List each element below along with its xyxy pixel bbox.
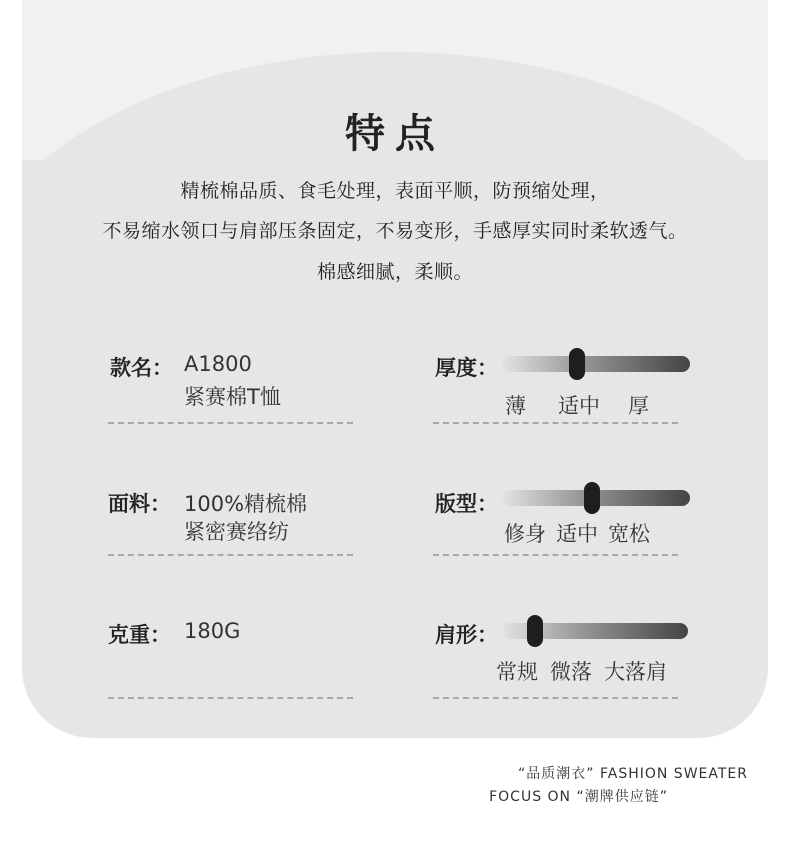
fit-scale-mid: 适中 bbox=[556, 522, 598, 546]
shoulder-track bbox=[502, 623, 688, 639]
description-line-2: 不易缩水领口与肩部压条固定，不易变形，手感厚实同时柔软透气。 bbox=[102, 220, 688, 242]
description-line-3: 棉感细腻，柔顺。 bbox=[316, 261, 473, 283]
fit-scale-high: 宽松 bbox=[608, 522, 650, 546]
thickness-scale-high: 厚 bbox=[628, 394, 649, 418]
spec-weight-label: 克重： bbox=[108, 623, 171, 647]
thickness-scale-low: 薄 bbox=[505, 394, 526, 418]
thickness-scale-mid: 适中 bbox=[558, 394, 600, 418]
slider-fit-label: 版型： bbox=[435, 492, 498, 516]
footer-line-2: FOCUS ON “潮牌供应链” bbox=[489, 789, 668, 805]
footer-line-1: “品质潮衣” FASHION SWEATER bbox=[518, 766, 748, 782]
slider-thickness-label: 厚度： bbox=[435, 356, 498, 380]
thickness-thumb bbox=[569, 348, 585, 380]
section-title: 特点 bbox=[345, 111, 445, 157]
shoulder-scale-high: 大落肩 bbox=[604, 660, 667, 684]
spec-weight-value: 180G bbox=[184, 619, 241, 643]
description-line-1: 精梳棉品质、食毛处理，表面平顺，防预缩处理， bbox=[180, 180, 610, 202]
shoulder-thumb bbox=[527, 615, 543, 647]
slider-shoulder-label: 肩形： bbox=[435, 623, 498, 647]
divider bbox=[433, 697, 678, 699]
thickness-track bbox=[502, 356, 690, 372]
shoulder-scale-mid: 微落 bbox=[550, 660, 592, 684]
shoulder-scale-low: 常规 bbox=[496, 660, 538, 684]
spec-fabric-value-2: 紧密赛络纺 bbox=[184, 520, 289, 544]
divider bbox=[108, 697, 353, 699]
divider bbox=[433, 422, 678, 424]
fit-thumb bbox=[584, 482, 600, 514]
spec-fabric-value-1: 100%精梳棉 bbox=[184, 492, 308, 516]
divider bbox=[108, 554, 353, 556]
divider bbox=[433, 554, 678, 556]
fit-scale bbox=[504, 518, 650, 548]
spec-fabric-label: 面料： bbox=[108, 492, 171, 516]
divider bbox=[108, 422, 353, 424]
shoulder-scale bbox=[496, 656, 667, 686]
thickness-scale bbox=[505, 390, 649, 420]
fit-track bbox=[502, 490, 690, 506]
spec-style-label: 款名： bbox=[110, 356, 173, 380]
spec-style-value-2: 紧赛棉T恤 bbox=[184, 385, 281, 409]
spec-style-value-1: A1800 bbox=[184, 352, 252, 376]
fit-scale-low: 修身 bbox=[504, 522, 546, 546]
